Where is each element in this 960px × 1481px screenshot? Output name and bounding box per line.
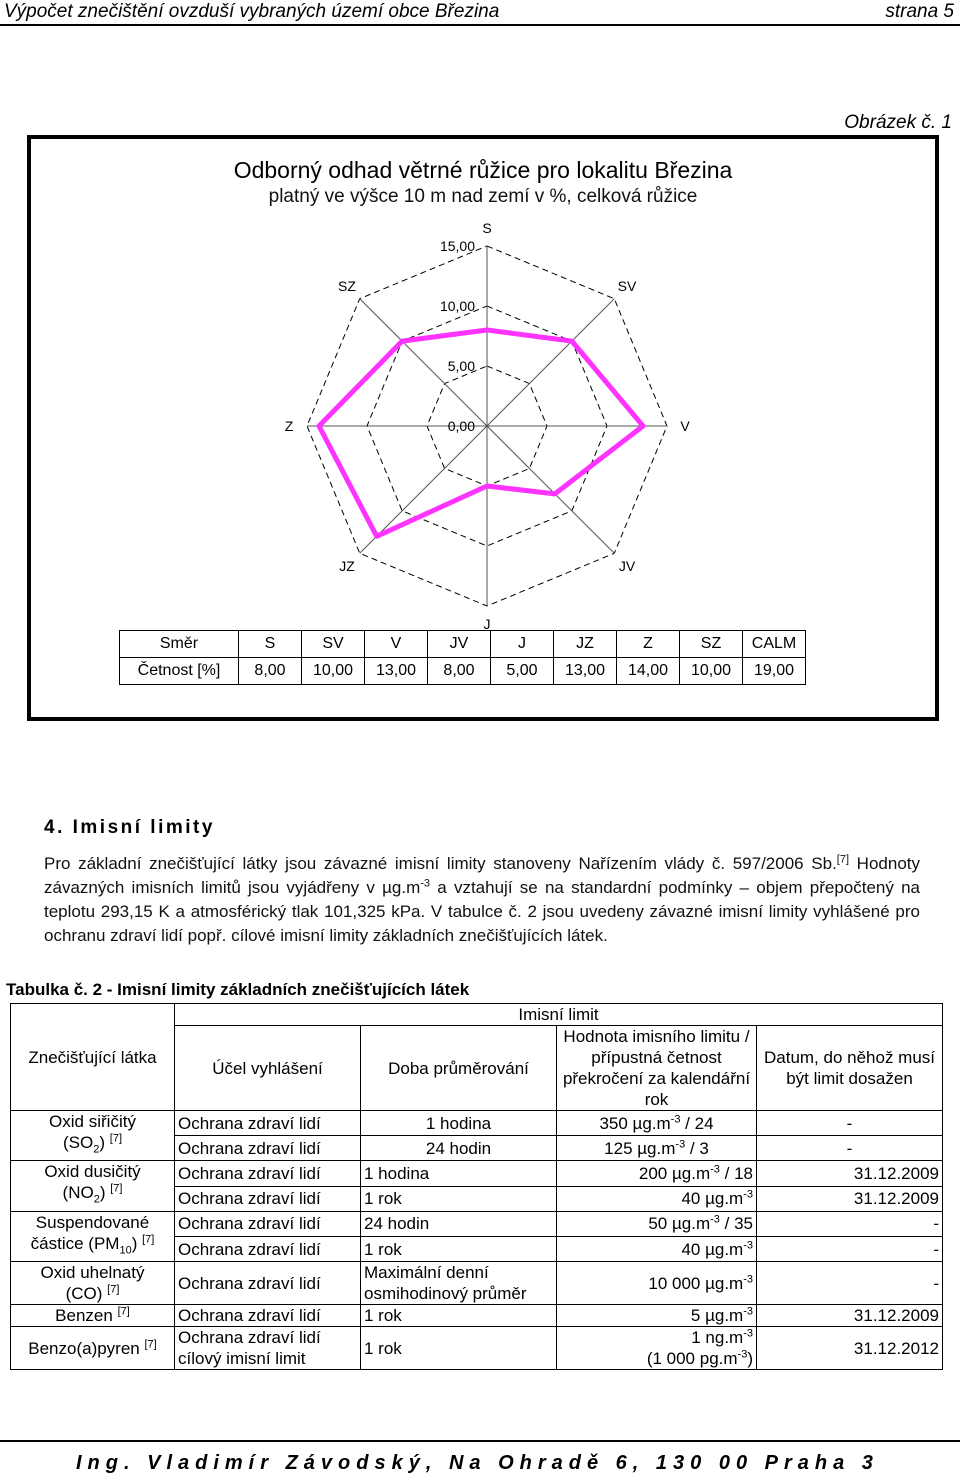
- section-heading: 4. Imisní limity: [44, 817, 215, 838]
- direction-label: SV: [617, 277, 637, 294]
- ring-label: 5,00: [447, 358, 475, 374]
- limits-table: [10, 1003, 943, 1370]
- freq-value-cell: 10,00: [680, 658, 743, 685]
- direction-label: JV: [618, 558, 636, 575]
- data-series: [319, 330, 643, 536]
- freq-value-cell: 19,00: [743, 658, 806, 685]
- header-title: Výpočet znečištění ovzduší vybraných území obce Březina: [4, 1, 500, 22]
- ring-label: 15,00: [439, 238, 475, 254]
- section-paragraph: Pro základní znečišťující látky jsou závazné imisní limity stanoveny Nařízením vlády č. 597/2006 Sb.[7] Hodnoty závazných imisních limitů jsou vyjádřeny v $\mu g.m^{-3}$ a vztahují se na standardní podmínky – objem přepočtený na teplotu 293,15 K a atmosférický tlak 101,325 kPa. V tabulce č. 2 jsou uvedeny závazné imisní limity vyhlášené pro ochranu zdraví lidí popř. cílové imisní limity základních znečišťujících látek.: [44, 853, 921, 945]
- table-row: Ochrana zdraví lidí 24 hodin 125 $\mu g.m^{-3} / 3$ -: [11, 1136, 943, 1161]
- chart-subtitle: platný ve výšce 10 m nad zemí v %, celková růžice: [268, 186, 698, 207]
- freq-header-cell: SZ: [680, 631, 743, 658]
- substance-cell: Suspendované částice $(PM_{10})$ [7]: [11, 1211, 175, 1261]
- freq-header-cell: V: [365, 631, 428, 658]
- direction-label: Z: [284, 418, 294, 434]
- grid-spoke: [487, 299, 614, 426]
- table-row: Oxid uhelnatý (CO) [7] Ochrana zdraví lidí Maximální denní osmihodinový průměr 10 000 $\mu g.m^{-3}$ -: [11, 1262, 943, 1305]
- page-number: strana 5: [885, 1, 954, 22]
- table-row: Ochrana zdraví lidí 1 rok 40 $\mu g.m^{-3}$ -: [11, 1236, 943, 1261]
- footer-text: Ing. Vladimír Závodský, Na Ohradě 6, 130 00 Praha 3: [76, 1452, 879, 1474]
- substance-cell: Benzen [7]: [11, 1305, 175, 1327]
- substance-cell: Oxid uhelnatý (CO) [7]: [11, 1262, 175, 1305]
- wind-rose-chart: [31, 139, 935, 632]
- table-row: Benzo(a)pyren [7] Ochrana zdraví lidí cílový imisní limit 1 rok 1 $ng.m^{-3}$ (1 000 $pg.m^{-3}$) 31.12.2012: [11, 1327, 943, 1370]
- freq-value-cell: Četnost [%]: [120, 658, 239, 685]
- freq-value-cell: 8,00: [428, 658, 491, 685]
- footer-rule: [0, 1440, 960, 1442]
- chart-title: Odborný odhad větrné růžice pro lokalitu Březina: [233, 157, 733, 183]
- freq-header-cell: CALM: [743, 631, 806, 658]
- freq-value-cell: 13,00: [554, 658, 617, 685]
- frequency-value-row: [120, 658, 806, 685]
- page-header: [0, 0, 960, 26]
- header-substance: Znečišťující látka: [11, 1004, 175, 1111]
- ring-label: 10,00: [439, 298, 475, 314]
- freq-header-cell: JV: [428, 631, 491, 658]
- freq-header-cell: Směr: [120, 631, 239, 658]
- direction-label: SZ: [338, 277, 356, 294]
- ring-label: 0,00: [447, 418, 475, 434]
- direction-label: JZ: [339, 558, 355, 575]
- frequency-table: [119, 630, 806, 685]
- header-date: Datum, do něhož musí být limit dosažen: [757, 1026, 943, 1111]
- table-row: Oxid dusičitý $(NO_2)$ [7] Ochrana zdraví lidí 1 hodina 200 $\mu g.m^{-3} / 18$ 31.12.2009: [11, 1161, 943, 1186]
- table-row: Ochrana zdraví lidí 1 rok 40 $\mu g.m^{-3}$ 31.12.2009: [11, 1186, 943, 1211]
- freq-header-cell: S: [239, 631, 302, 658]
- table-row: Benzen [7] Ochrana zdraví lidí 1 rok 5 $\mu g.m^{-3}$ 31.12.2009: [11, 1305, 943, 1327]
- header-purpose: Účel vyhlášení: [175, 1026, 361, 1111]
- freq-value-cell: 8,00: [239, 658, 302, 685]
- substance-cell: Oxid dusičitý $(NO_2)$ [7]: [11, 1161, 175, 1211]
- freq-header-cell: Z: [617, 631, 680, 658]
- header-period: Doba průměrování: [361, 1026, 557, 1111]
- direction-label: J: [483, 616, 491, 632]
- table-caption: Tabulka č. 2 - Imisní limity základních znečišťujících látek: [6, 980, 470, 999]
- freq-value-cell: 14,00: [617, 658, 680, 685]
- frequency-header-row: [120, 631, 806, 658]
- figure-label: Obrázek č. 1: [844, 112, 952, 133]
- freq-value-cell: 5,00: [491, 658, 554, 685]
- table-header-row: [11, 1004, 943, 1026]
- freq-header-cell: SV: [302, 631, 365, 658]
- header-group: Imisní limit: [175, 1004, 943, 1026]
- wind-rose-figure: [27, 135, 939, 721]
- table-row: Suspendované částice $(PM_{10})$ [7] Ochrana zdraví lidí 24 hodin 50 $\mu g.m^{-3} / 35$ -: [11, 1211, 943, 1236]
- freq-value-cell: 10,00: [302, 658, 365, 685]
- substance-cell: Benzo(a)pyren [7]: [11, 1327, 175, 1370]
- substance-cell: Oxid siřičitý $(SO_2)$ [7]: [11, 1111, 175, 1161]
- table-row: Oxid siřičitý $(SO_2)$ [7] Ochrana zdraví lidí 1 hodina 350 $\mu g.m^{-3} / 24$ -: [11, 1111, 943, 1136]
- direction-label: V: [680, 418, 690, 434]
- freq-header-cell: J: [491, 631, 554, 658]
- freq-header-cell: JZ: [554, 631, 617, 658]
- direction-label: S: [482, 220, 492, 236]
- header-value: Hodnota imisního limitu / přípustná četnost překročení za kalendářní rok: [557, 1026, 757, 1111]
- freq-value-cell: 13,00: [365, 658, 428, 685]
